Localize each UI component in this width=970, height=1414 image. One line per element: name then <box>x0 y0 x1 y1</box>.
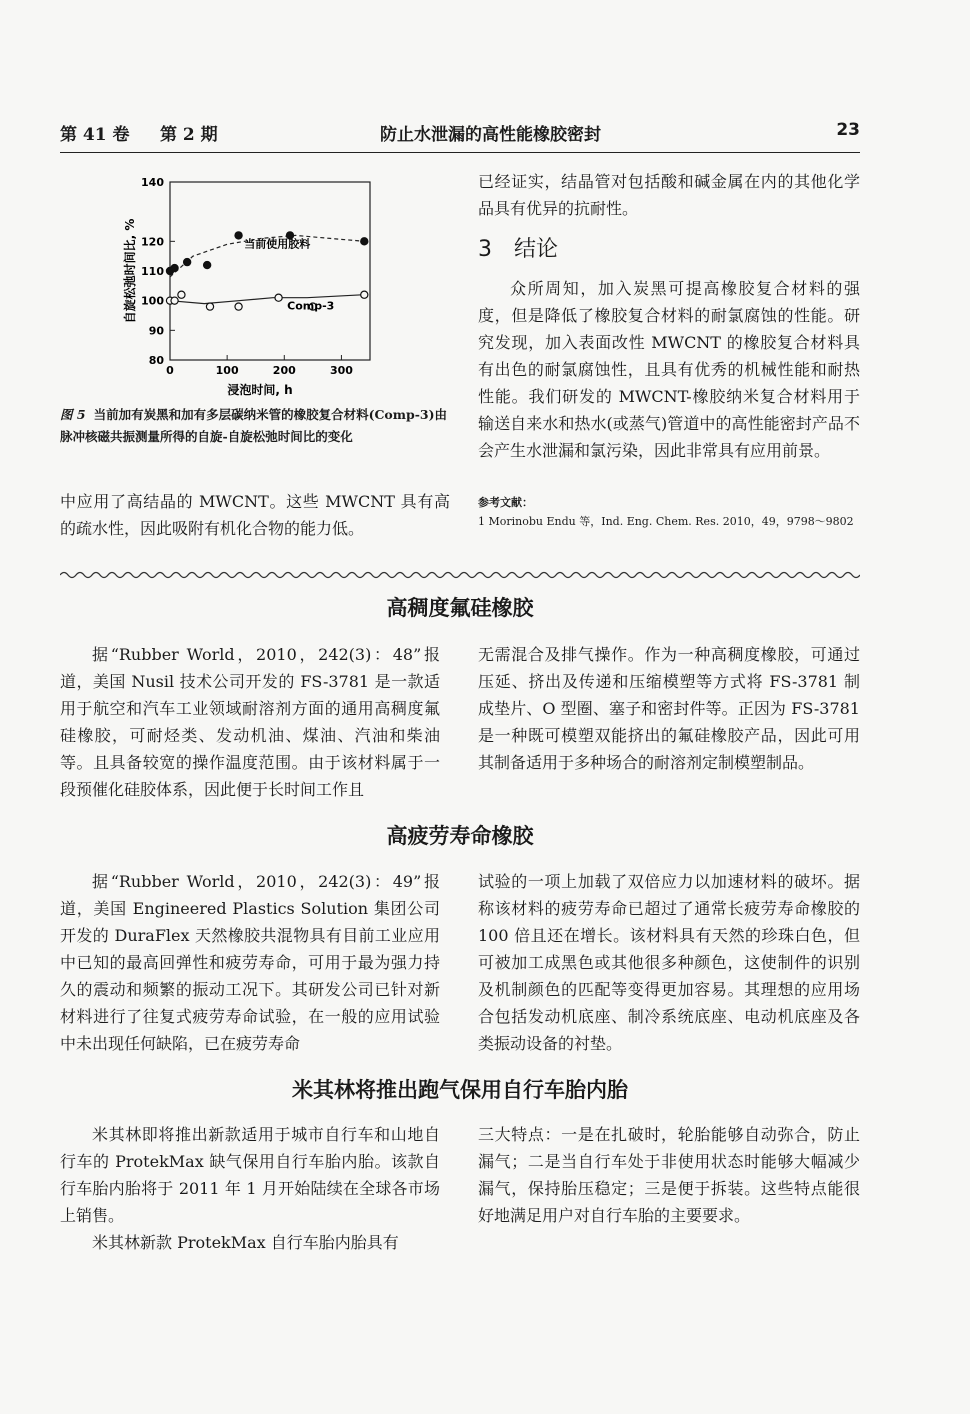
section-heading-conclusion: 3 结论 <box>478 237 558 262</box>
plot-frame <box>170 182 370 360</box>
paragraph: 米其林新款 ProtekMax 自行车胎内胎具有 <box>92 1233 399 1252</box>
data-point <box>206 303 213 310</box>
series-label: Comp-3 <box>287 299 335 313</box>
y-axis-label: 自旋松弛时间比, % <box>123 218 137 324</box>
y-tick-label: 110 <box>141 265 164 278</box>
series-label: 当前使用胶料 <box>244 237 311 251</box>
article3-left <box>60 1121 440 1256</box>
data-point <box>361 238 368 245</box>
y-tick-label: 120 <box>141 235 164 249</box>
x-tick-label: 300 <box>329 364 353 377</box>
figure-number: 图 5 <box>60 407 86 422</box>
running-title: 防止水泄漏的高性能橡胶密封 <box>380 125 601 145</box>
data-point <box>171 297 178 304</box>
left-column-continuation <box>60 488 450 542</box>
article2-left <box>60 868 440 1057</box>
paragraph: 试验的一项上加载了双倍应力以加速材料的破坏。据称该材料的疲劳寿命已超过了通常长疲劳寿命橡胶的 100 倍且还在增长。该材料具有天然的珍珠白色，但可被加工成黑色或其他很多种颜色，这使制件的识别及机制颜色的匹配等变得更加容易。其理想的应用场合包括发动机底座、制冷系统底座、电动机底座及各类振动设备的衬垫。 <box>478 872 860 1053</box>
header-rule <box>60 152 860 153</box>
y-tick-label: 90 <box>148 324 164 338</box>
article1-left <box>60 641 440 803</box>
paragraph: 米其林即将推出新款适用于城市自行车和山地自行车的 ProtekMax 缺气保用自行车胎内胎。该款自行车胎内胎将于 2011 年 1 月开始陆续在全球各市场上销售。 <box>60 1125 440 1225</box>
data-point <box>184 259 191 266</box>
article3-right <box>478 1121 860 1229</box>
data-point <box>275 294 282 301</box>
data-point <box>204 261 211 268</box>
volume-label: 第 41 卷 <box>60 125 130 145</box>
reference-1: 1 Morinobu Endu 等，Ind. Eng. Chem. Res. 2010，49，9798～9802 <box>478 515 854 528</box>
conclusion-body <box>478 275 860 464</box>
paragraph: 三大特点：一是在扎破时，轮胎能够自动弥合，防止漏气；二是当自行车处于非使用状态时能够大幅减少漏气，保持胎压稳定；三是便于拆装。这些特点能很好地满足用户对自行车胎的主要要求。 <box>478 1125 860 1225</box>
paragraph: 据“Rubber World，2010，242(3)：49”报道，美国 Engineered Plastics Solution 集团公司开发的 DuraFlex 天然橡胶共混物具有目前工业应用中已知的最高回弹性和疲劳寿命，可用于最为强力持久的震动和频繁的振动工况下。其研发公司已针对新材料进行了往复式疲劳寿命试验，在一般的应用试验中未出现任何缺陷，已在疲劳寿命 <box>60 872 440 1053</box>
article-title-fluorosilicone: 高稠度氟硅橡胶 <box>386 595 534 620</box>
paragraph: 无需混合及排气操作。作为一种高稠度橡胶，可通过压延、挤出及传递和压缩模塑等方式将 FS-3781 制成垫片、O 型圈、塞子和密封件等。正因为 FS-3781 是一种既可模塑双能挤出的氟硅橡胶产品，因此可用其制备适用于多种场合的耐溶剂定制模塑制品。 <box>478 645 860 772</box>
x-tick-label: 100 <box>215 364 239 377</box>
y-tick-label: 100 <box>141 294 164 308</box>
paragraph: 据“Rubber World，2010，242(3)：48”报道，美国 Nusil 技术公司开发的 FS-3781 是一款适用于航空和汽车工业领域耐溶剂方面的通用高稠度氟硅橡胶，可耐烃类、发动机油、煤油、汽油和柴油等。且具备较宽的操作温度范围。由于该材料属于一段预催化硅胶体系，因此便于长时间工作且 <box>60 645 440 799</box>
running-header <box>60 120 860 150</box>
paragraph: 众所周知，加入炭黑可提高橡胶复合材料的强度，但是降低了橡胶复合材料的耐氯腐蚀的性能。研究发现，加入表面改性 MWCNT 的橡胶复合材料具有出色的耐氯腐蚀性，且具有优秀的机械性能和耐热性能。我们研发的 MWCNT-橡胶纳米复合材料用于输送自来水和热水(或蒸气)管道中的高性能密封产品不会产生水泄漏和氯污染，因此非常具有应用前景。 <box>478 279 860 460</box>
article-title-fatigue: 高疲劳寿命橡胶 <box>386 823 534 848</box>
x-tick-label: 200 <box>272 364 296 377</box>
data-point <box>235 232 242 239</box>
data-point <box>361 291 368 298</box>
data-point <box>171 264 178 271</box>
figure-caption <box>60 404 450 448</box>
data-point <box>235 303 242 310</box>
y-tick-label: 80 <box>148 354 164 367</box>
page-number: 23 <box>836 120 860 140</box>
paragraph: 中应用了高结晶的 MWCNT。这些 MWCNT 具有高的疏水性，因此吸附有机化合物的能力低。 <box>60 492 450 538</box>
data-point <box>178 291 185 298</box>
article-title-michelin: 米其林将推出跑气保用自行车胎内胎 <box>292 1077 628 1102</box>
article2-right <box>478 868 860 1057</box>
x-axis-label: 浸泡时间, h <box>227 383 293 397</box>
article1-right <box>478 641 860 776</box>
series-trend-line <box>170 295 364 304</box>
right-column-upper <box>478 168 860 222</box>
figure-5-chart <box>100 170 400 400</box>
paragraph: 已经证实，结晶管对包括酸和碱金属在内的其他化学品具有优异的抗耐性。 <box>478 172 860 218</box>
issue-label: 第 2 期 <box>160 125 218 145</box>
figure-caption-text: 当前加有炭黑和加有多层碳纳米管的橡胶复合材料(Comp-3)由脉冲核磁共振测量所得的自旋-自旋松弛时间比的变化 <box>60 407 448 444</box>
y-tick-label: 140 <box>141 176 164 189</box>
x-tick-label: 0 <box>166 364 174 377</box>
wavy-separator <box>60 570 860 580</box>
references-label: 参考文献： <box>478 496 533 509</box>
